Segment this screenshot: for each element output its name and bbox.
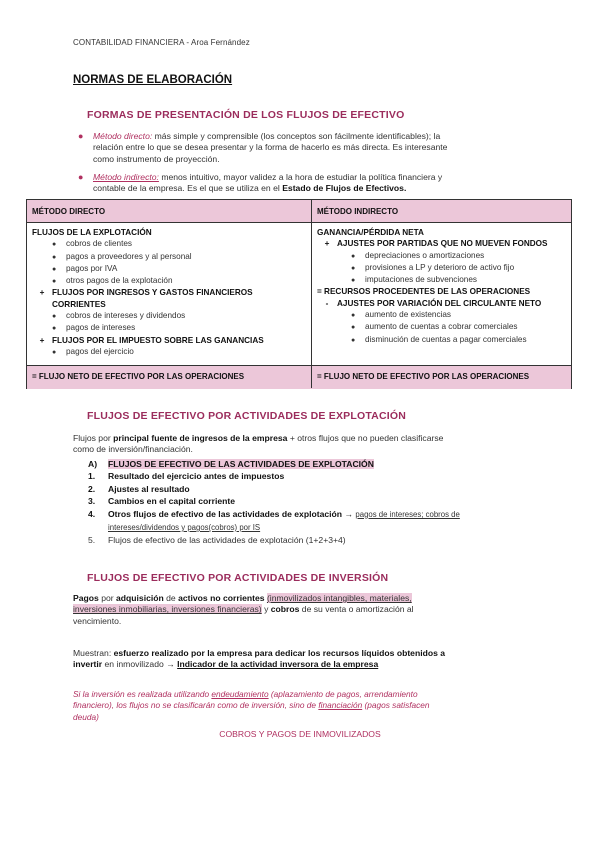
- running-header: CONTABILIDAD FINANCIERA - Aroa Fernández: [73, 38, 250, 47]
- group-heading-cont: CORRIENTES: [52, 299, 106, 309]
- list-item: ● pagos de intereses: [52, 323, 136, 333]
- list-item: ● cobros de intereses y dividendos: [52, 311, 186, 321]
- group-heading: + AJUSTES POR PARTIDAS QUE NO MUEVEN FONDOS: [324, 239, 548, 249]
- investing-paragraph-2: Muestran: esfuerzo realizado por la empresa para dedicar los recursos líquidos obtenidos a invertir en inmovilizado → Indicador de la actividad inversora de la empresa: [73, 648, 446, 670]
- line: como instrumento de proyección.: [93, 153, 220, 164]
- list-item: 5. Flujos de efectivo de las actividades de explotación (1+2+3+4): [88, 535, 346, 546]
- bullet-indirect-method: [78, 172, 528, 195]
- line: contable de la empresa. Es el que se utiliza en el: [93, 183, 280, 194]
- table-header-row: [27, 200, 571, 223]
- list-item: 3. Cambios en el capital corriente: [88, 496, 236, 507]
- bullet-dot-icon: ●: [78, 131, 84, 141]
- cell-indirect: [317, 227, 547, 346]
- col-header-indirect: MÉTODO INDIRECTO: [317, 207, 399, 216]
- bold-phrase: Estado de Flujos de Efectivos.: [282, 183, 407, 194]
- line: más simple y comprensible (los conceptos son fácilmente identificables); la: [154, 131, 441, 141]
- list-item: ● pagos del ejercicio: [52, 346, 134, 356]
- section-heading-investing: FLUJOS DE EFECTIVO POR ACTIVIDADES DE INVERSIÓN: [87, 572, 389, 584]
- group-heading: GANANCIA/PÉRDIDA NETA: [317, 228, 424, 237]
- group-heading: + FLUJOS POR INGRESOS Y GASTOS FINANCIEROS: [39, 288, 253, 298]
- list-item: 2. Ajustes al resultado: [88, 483, 190, 494]
- list-item: ● aumento de cuentas a cobrar comerciales: [351, 322, 518, 332]
- operating-list: [88, 458, 528, 547]
- footer-indirect: = FLUJO NETO DE EFECTIVO POR LAS OPERACIONES: [317, 372, 530, 381]
- group-heading: FLUJOS DE LA EXPLOTACIÓN: [32, 228, 152, 237]
- cell-direct: [32, 227, 264, 358]
- list-item: 4. Otros flujos de efectivo de las actividades de explotación → pagos de intereses; cobros de intereses/dividendos y pagos(cobros) por IS: [88, 508, 460, 533]
- bullet-text: [93, 172, 528, 195]
- methods-table: [26, 199, 572, 389]
- list-item: 1. Resultado del ejercicio antes de impuestos: [88, 471, 285, 482]
- list-item: ● imputaciones de subvenciones: [351, 275, 477, 285]
- page-title: NORMAS DE ELABORACIÓN: [73, 74, 233, 86]
- list-heading-a: A) FLUJOS DE EFECTIVO DE LAS ACTIVIDADES DE EXPLOTACIÓN: [88, 459, 374, 469]
- column-divider: [311, 200, 312, 388]
- term-direct: Método directo:: [93, 131, 153, 141]
- group-heading: + FLUJOS POR EL IMPUESTO SOBRE LAS GANANCIAS: [39, 335, 264, 345]
- operating-paragraph: Flujos por principal fuente de ingresos de la empresa + otros flujos que no pueden clasificarse como de inversión/financiación.: [73, 433, 444, 455]
- section-heading-operating: FLUJOS DE EFECTIVO POR ACTIVIDADES DE EXPLOTACIÓN: [87, 410, 406, 422]
- line: relación entre lo que se desea presentar y la forma de hacerlo es más directa. Es interesante: [93, 142, 448, 153]
- group-heading: - AJUSTES POR VARIACIÓN DEL CIRCULANTE NETO: [325, 298, 542, 308]
- list-item: ● otros pagos de la explotación: [52, 276, 173, 286]
- investing-paragraph-1: Pagos por adquisición de activos no corrientes (inmovilizados intangibles, materiales, inversiones inmobiliarias, inversiones financieras) y cobros de su venta o amortización al vencimiento.: [73, 593, 414, 626]
- section-heading-presentation: FORMAS DE PRESENTACIÓN DE LOS FLUJOS DE EFECTIVO: [87, 109, 405, 121]
- bullet-direct-method: [78, 131, 528, 165]
- section-footer-label: COBROS Y PAGOS DE INMOVILIZADOS: [219, 729, 381, 739]
- investing-note: Si la inversión es realizada utilizando endeudamiento (aplazamiento de pagos, arrendamiento financiero), los flujos no se clasificarán como de inversión, sino de financiación (pagos satisfacen deuda): [73, 689, 430, 722]
- group-heading: = RECURSOS PROCEDENTES DE LAS OPERACIONES: [317, 287, 531, 297]
- term-indirect: Método indirecto:: [93, 172, 159, 182]
- list-item: ● depreciaciones o amortizaciones: [351, 250, 485, 260]
- list-item: ● pagos por IVA: [52, 263, 118, 273]
- bullet-dot-icon: ●: [78, 172, 84, 182]
- list-item: ● disminución de cuentas a pagar comerciales: [351, 334, 527, 344]
- col-header-direct: MÉTODO DIRECTO: [32, 207, 106, 216]
- list-item: ● provisiones a LP y deterioro de activo fijo: [351, 262, 515, 272]
- line: menos intuitivo, mayor validez a la hora de estudiar la política financiera y: [161, 172, 443, 182]
- list-item: ● aumento de existencias: [351, 310, 452, 320]
- list-item: ● cobros de clientes: [52, 239, 132, 249]
- list-item: ● pagos a proveedores y al personal: [52, 251, 192, 261]
- bullet-text: [93, 131, 528, 165]
- footer-direct: = FLUJO NETO DE EFECTIVO POR LAS OPERACIONES: [32, 372, 245, 381]
